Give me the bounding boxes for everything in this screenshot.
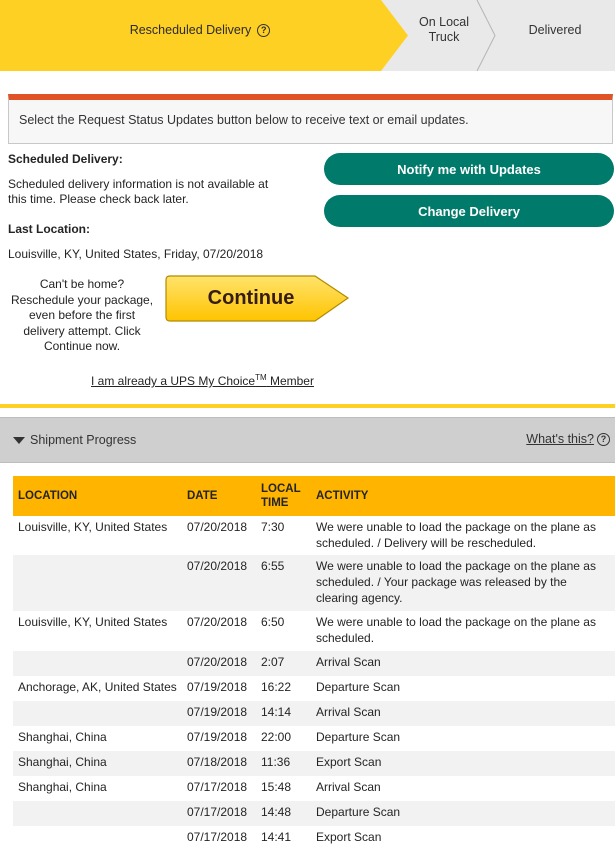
row-time: 16:22: [261, 680, 292, 694]
row-time: 2:07: [256, 651, 311, 676]
table-row: [13, 726, 615, 751]
table-row: [13, 801, 615, 826]
step-on-local-truck: On Local Truck: [418, 15, 470, 44]
row-time: 7:30: [261, 520, 285, 534]
row-activity: We were unable to load the package on the plane as scheduled.: [316, 615, 596, 645]
notify-updates-button[interactable]: Notify me with Updates: [324, 153, 614, 185]
row-date: 07/20/2018: [187, 615, 248, 629]
row-location: Anchorage, AK, United States: [18, 680, 177, 694]
row-activity: Export Scan: [311, 751, 615, 776]
row-location: [13, 701, 182, 726]
row-activity: Departure Scan: [316, 680, 401, 694]
shipment-progress-table: [13, 476, 615, 848]
row-activity: Departure Scan: [316, 730, 401, 744]
row-time: 6:50: [261, 615, 285, 629]
column-header-date: DATE: [182, 476, 256, 516]
row-location: Louisville, KY, United States: [18, 615, 168, 629]
last-location-text: Louisville, KY, United States, Friday, 07/20/2018: [8, 247, 264, 261]
row-location: [13, 555, 182, 611]
row-activity: Export Scan: [316, 830, 382, 844]
my-choice-member-link[interactable]: I am already a UPS My Choice™ Member: [91, 373, 314, 388]
row-time: 22:00: [261, 730, 292, 744]
last-location-heading: Last Location:: [8, 222, 91, 236]
column-header-location: LOCATION: [13, 476, 182, 516]
row-activity: We were unable to load the package on the plane as scheduled. / Your package was released by the clearing agency.: [311, 555, 615, 611]
row-date: 07/20/2018: [187, 520, 248, 534]
delivery-progress-tracker: [0, 0, 615, 71]
step-delivered: Delivered: [528, 23, 582, 37]
row-time: 15:48: [261, 780, 292, 794]
row-activity: We were unable to load the package on the plane as scheduled. / Delivery will be rescheduled.: [316, 520, 596, 550]
step-label-current: Rescheduled Delivery: [129, 23, 252, 37]
row-date: 07/17/2018: [187, 780, 248, 794]
table-row: [13, 676, 615, 701]
change-delivery-button[interactable]: Change Delivery: [324, 195, 614, 227]
row-location: Shanghai, China: [13, 751, 182, 776]
last-location-section: [8, 222, 298, 262]
row-location: [13, 651, 182, 676]
row-location: Louisville, KY, United States: [18, 520, 168, 534]
row-date: 07/18/2018: [182, 751, 256, 776]
table-row: [13, 826, 615, 848]
row-activity: Arrival Scan: [311, 651, 615, 676]
table-row: [13, 776, 615, 801]
row-location: [13, 826, 182, 848]
row-location: Shanghai, China: [18, 730, 107, 744]
row-date: 07/19/2018: [182, 701, 256, 726]
caret-down-icon: [13, 437, 25, 444]
row-date: 07/20/2018: [182, 555, 256, 611]
continue-button[interactable]: [165, 275, 351, 323]
whats-this-link[interactable]: What's this? ?: [526, 432, 610, 446]
row-time: 6:55: [256, 555, 311, 611]
row-activity: Arrival Scan: [316, 780, 381, 794]
scheduled-delivery-text: Scheduled delivery information is not available at this time. Please check back later.: [8, 177, 269, 206]
column-header-local-time: LOCAL TIME: [256, 476, 311, 516]
table-row: [13, 751, 615, 776]
table-row: [13, 555, 615, 611]
help-icon: ?: [597, 433, 610, 446]
status-update-alert: Select the Request Status Updates button below to receive text or email updates.: [8, 94, 613, 144]
table-header-row: [13, 476, 615, 516]
table-row: [13, 516, 615, 555]
row-date: 07/17/2018: [182, 801, 256, 826]
row-date: 07/20/2018: [182, 651, 256, 676]
reschedule-text: Can't be home? Reschedule your package, even before the first delivery attempt. Click Continue now.: [10, 277, 154, 353]
step-rescheduled-delivery: [100, 23, 300, 38]
scheduled-delivery-section: [8, 152, 298, 207]
table-row: [13, 651, 615, 676]
row-time: 14:41: [261, 830, 292, 844]
row-time: 14:14: [256, 701, 311, 726]
row-time: 14:48: [256, 801, 311, 826]
column-header-activity: ACTIVITY: [311, 476, 615, 516]
row-date: 07/19/2018: [187, 680, 248, 694]
shipment-progress-title: Shipment Progress: [30, 433, 137, 447]
row-activity: Departure Scan: [311, 801, 615, 826]
shipment-progress-bar: [0, 417, 615, 463]
row-location: [13, 801, 182, 826]
help-icon[interactable]: ?: [257, 24, 270, 37]
table-row: [13, 701, 615, 726]
row-time: 11:36: [256, 751, 311, 776]
row-activity: Arrival Scan: [311, 701, 615, 726]
row-location: Shanghai, China: [18, 780, 107, 794]
table-row: [13, 611, 615, 651]
section-divider: [0, 404, 615, 408]
row-date: 07/17/2018: [187, 830, 248, 844]
shipment-progress-toggle[interactable]: [13, 433, 136, 447]
row-date: 07/19/2018: [187, 730, 248, 744]
scheduled-delivery-heading: Scheduled Delivery:: [8, 152, 123, 166]
continue-button-label: Continue: [207, 286, 295, 309]
